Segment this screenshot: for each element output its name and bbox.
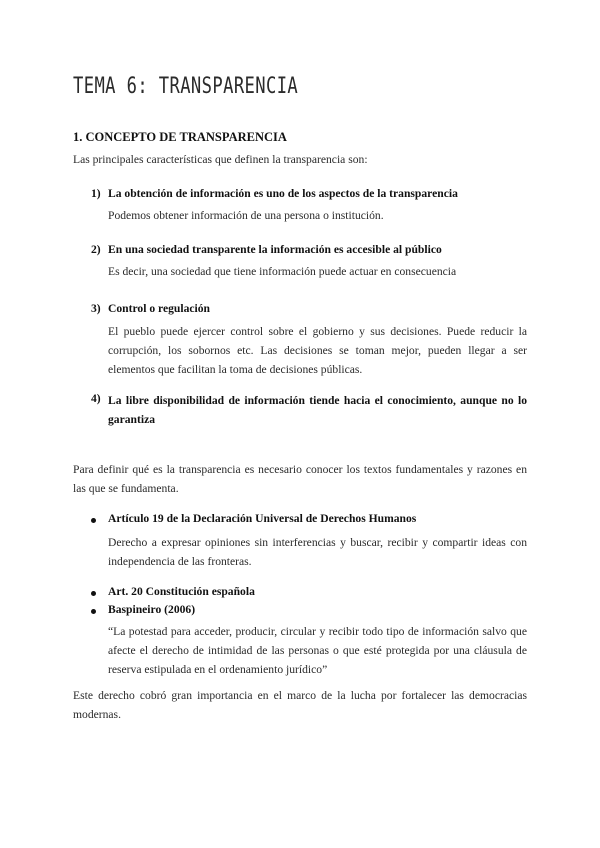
bullet-title: Art. 20 Constitución española	[108, 585, 255, 598]
bullet-icon	[91, 518, 96, 523]
list-item-title: Control o regulación	[108, 302, 210, 315]
list-number: 1)	[91, 187, 101, 200]
page-title: TEMA 6: TRANSPARENCIA	[73, 74, 299, 99]
list-number: 2)	[91, 243, 101, 256]
bullet-text: Derecho a expresar opiniones sin interferencias y buscar, recibir y compartir ideas con independencia de las fronteras.	[108, 536, 527, 568]
paragraph: Este derecho cobró gran importancia en el marco de la lucha por fortalecer las democracias modernas.	[73, 689, 527, 721]
section-intro: Las principales características que definen la transparencia son:	[73, 153, 368, 166]
quote-text: “La potestad para acceder, producir, circular y recibir todo tipo de información salvo que afecte el derecho de intimidad de las personas o que esté protegida por una cláusula de reserva estipulada en el ordenamiento jurídico”	[108, 625, 527, 676]
list-item-title: La libre disponibilidad de información tiende hacia el conocimiento, aunque no lo garantiza	[108, 394, 527, 426]
bullet-icon	[91, 591, 96, 596]
bullet-title: Baspineiro (2006)	[108, 603, 196, 616]
list-item-text: Podemos obtener información de una persona o institución.	[108, 209, 384, 222]
bullet-title: Artículo 19 de la Declaración Universal de Derechos Humanos	[108, 512, 417, 525]
list-item-title: En una sociedad transparente la información es accesible al público	[108, 243, 442, 256]
list-item-text: Es decir, una sociedad que tiene información puede actuar en consecuencia	[108, 265, 457, 278]
list-item-text: El pueblo puede ejercer control sobre el gobierno y sus decisiones. Puede reducir la corrupción, los sobornos etc. Las decisiones se toman mejor, pueden llegar a ser elementos que facilitan la toma de decisiones públicas.	[108, 325, 527, 376]
section-heading: 1. CONCEPTO DE TRANSPARENCIA	[73, 130, 287, 144]
paragraph: Para definir qué es la transparencia es necesario conocer los textos fundamentales y razones en las que se fundamenta.	[73, 463, 527, 495]
list-item-title: La obtención de información es uno de los aspectos de la transparencia	[108, 187, 458, 200]
list-number: 4)	[91, 392, 101, 405]
bullet-icon	[91, 609, 96, 614]
list-number: 3)	[91, 302, 101, 315]
